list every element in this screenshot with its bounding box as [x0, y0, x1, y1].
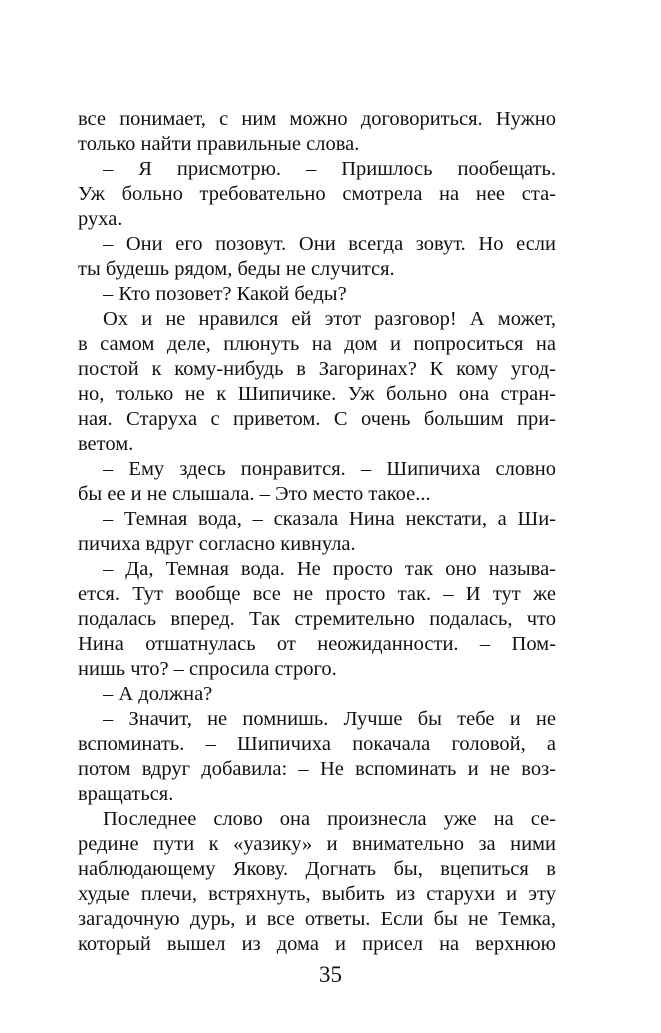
text-line-9: Ох и не нравился ей этот разговор! А может,	[103, 308, 556, 330]
text-line-25: – Значит, не помнишь. Лучше бы тебе и не	[103, 708, 556, 730]
text-line-7: ты будешь рядом, беды не случится.	[78, 258, 395, 280]
text-line-33: загадочную дурь, и все ответы. Если бы не Темка,	[78, 908, 556, 930]
text-line-24: – А должна?	[103, 683, 213, 705]
text-line-5: руха.	[78, 208, 123, 230]
text-line-1: все понимает, с ним можно договориться. Нужно	[78, 108, 556, 130]
text-line-27: потом вдруг добавила: – Не вспоминать и не воз-	[78, 758, 556, 780]
text-line-26: вспоминать. – Шипичиха покачала головой, а	[78, 733, 556, 755]
text-line-4: Уж больно требовательно смотрела на нее ста-	[78, 183, 556, 205]
page-number: 35	[319, 962, 342, 987]
text-line-16: бы ее и не слышала. – Это место такое...	[78, 483, 431, 505]
text-line-2: только найти правильные слова.	[78, 133, 360, 155]
text-line-34: который вышел из дома и присел на верхнюю	[78, 933, 556, 955]
text-line-22: Нина отшатнулась от неожиданности. – Пом-	[78, 633, 556, 655]
text-line-21: подалась вперед. Так стремительно подалась, что	[78, 608, 556, 630]
text-line-10: в самом деле, плюнуть на дом и попроситься на	[78, 333, 556, 355]
text-line-17: – Темная вода, – сказала Нина некстати, а Ши-	[103, 508, 556, 530]
text-line-6: – Они его позовут. Они всегда зовут. Но если	[103, 233, 556, 255]
text-line-12: но, только не к Шипичике. Уж больно она стран-	[78, 383, 556, 405]
text-line-19: – Да, Темная вода. Не просто так оно называ-	[103, 558, 556, 580]
text-line-30: редине пути к «уазику» и внимательно за ними	[78, 833, 556, 855]
text-line-3: – Я присмотрю. – Пришлось пообещать.	[103, 158, 556, 180]
text-line-18: пичиха вдруг согласно кивнула.	[78, 533, 356, 555]
text-line-20: ется. Тут вообще все не просто так. – И тут же	[78, 583, 556, 605]
text-line-32: худые плечи, встряхнуть, выбить из старухи и эту	[78, 883, 556, 905]
text-line-15: – Ему здесь понравится. – Шипичиха словно	[103, 458, 556, 480]
text-line-31: наблюдающему Якову. Догнать бы, вцепиться в	[78, 858, 556, 880]
text-line-11: постой к кому-нибудь в Загоринах? К кому угод-	[78, 358, 556, 380]
text-line-14: ветом.	[78, 433, 134, 455]
text-line-8: – Кто позовет? Какой беды?	[103, 283, 347, 305]
text-line-13: ная. Старуха с приветом. С очень большим при-	[78, 408, 556, 430]
text-line-29: Последнее слово она произнесла уже на се-	[103, 808, 556, 830]
text-line-23: нишь что? – спросила строго.	[78, 658, 337, 680]
text-line-28: вращаться.	[78, 783, 174, 805]
